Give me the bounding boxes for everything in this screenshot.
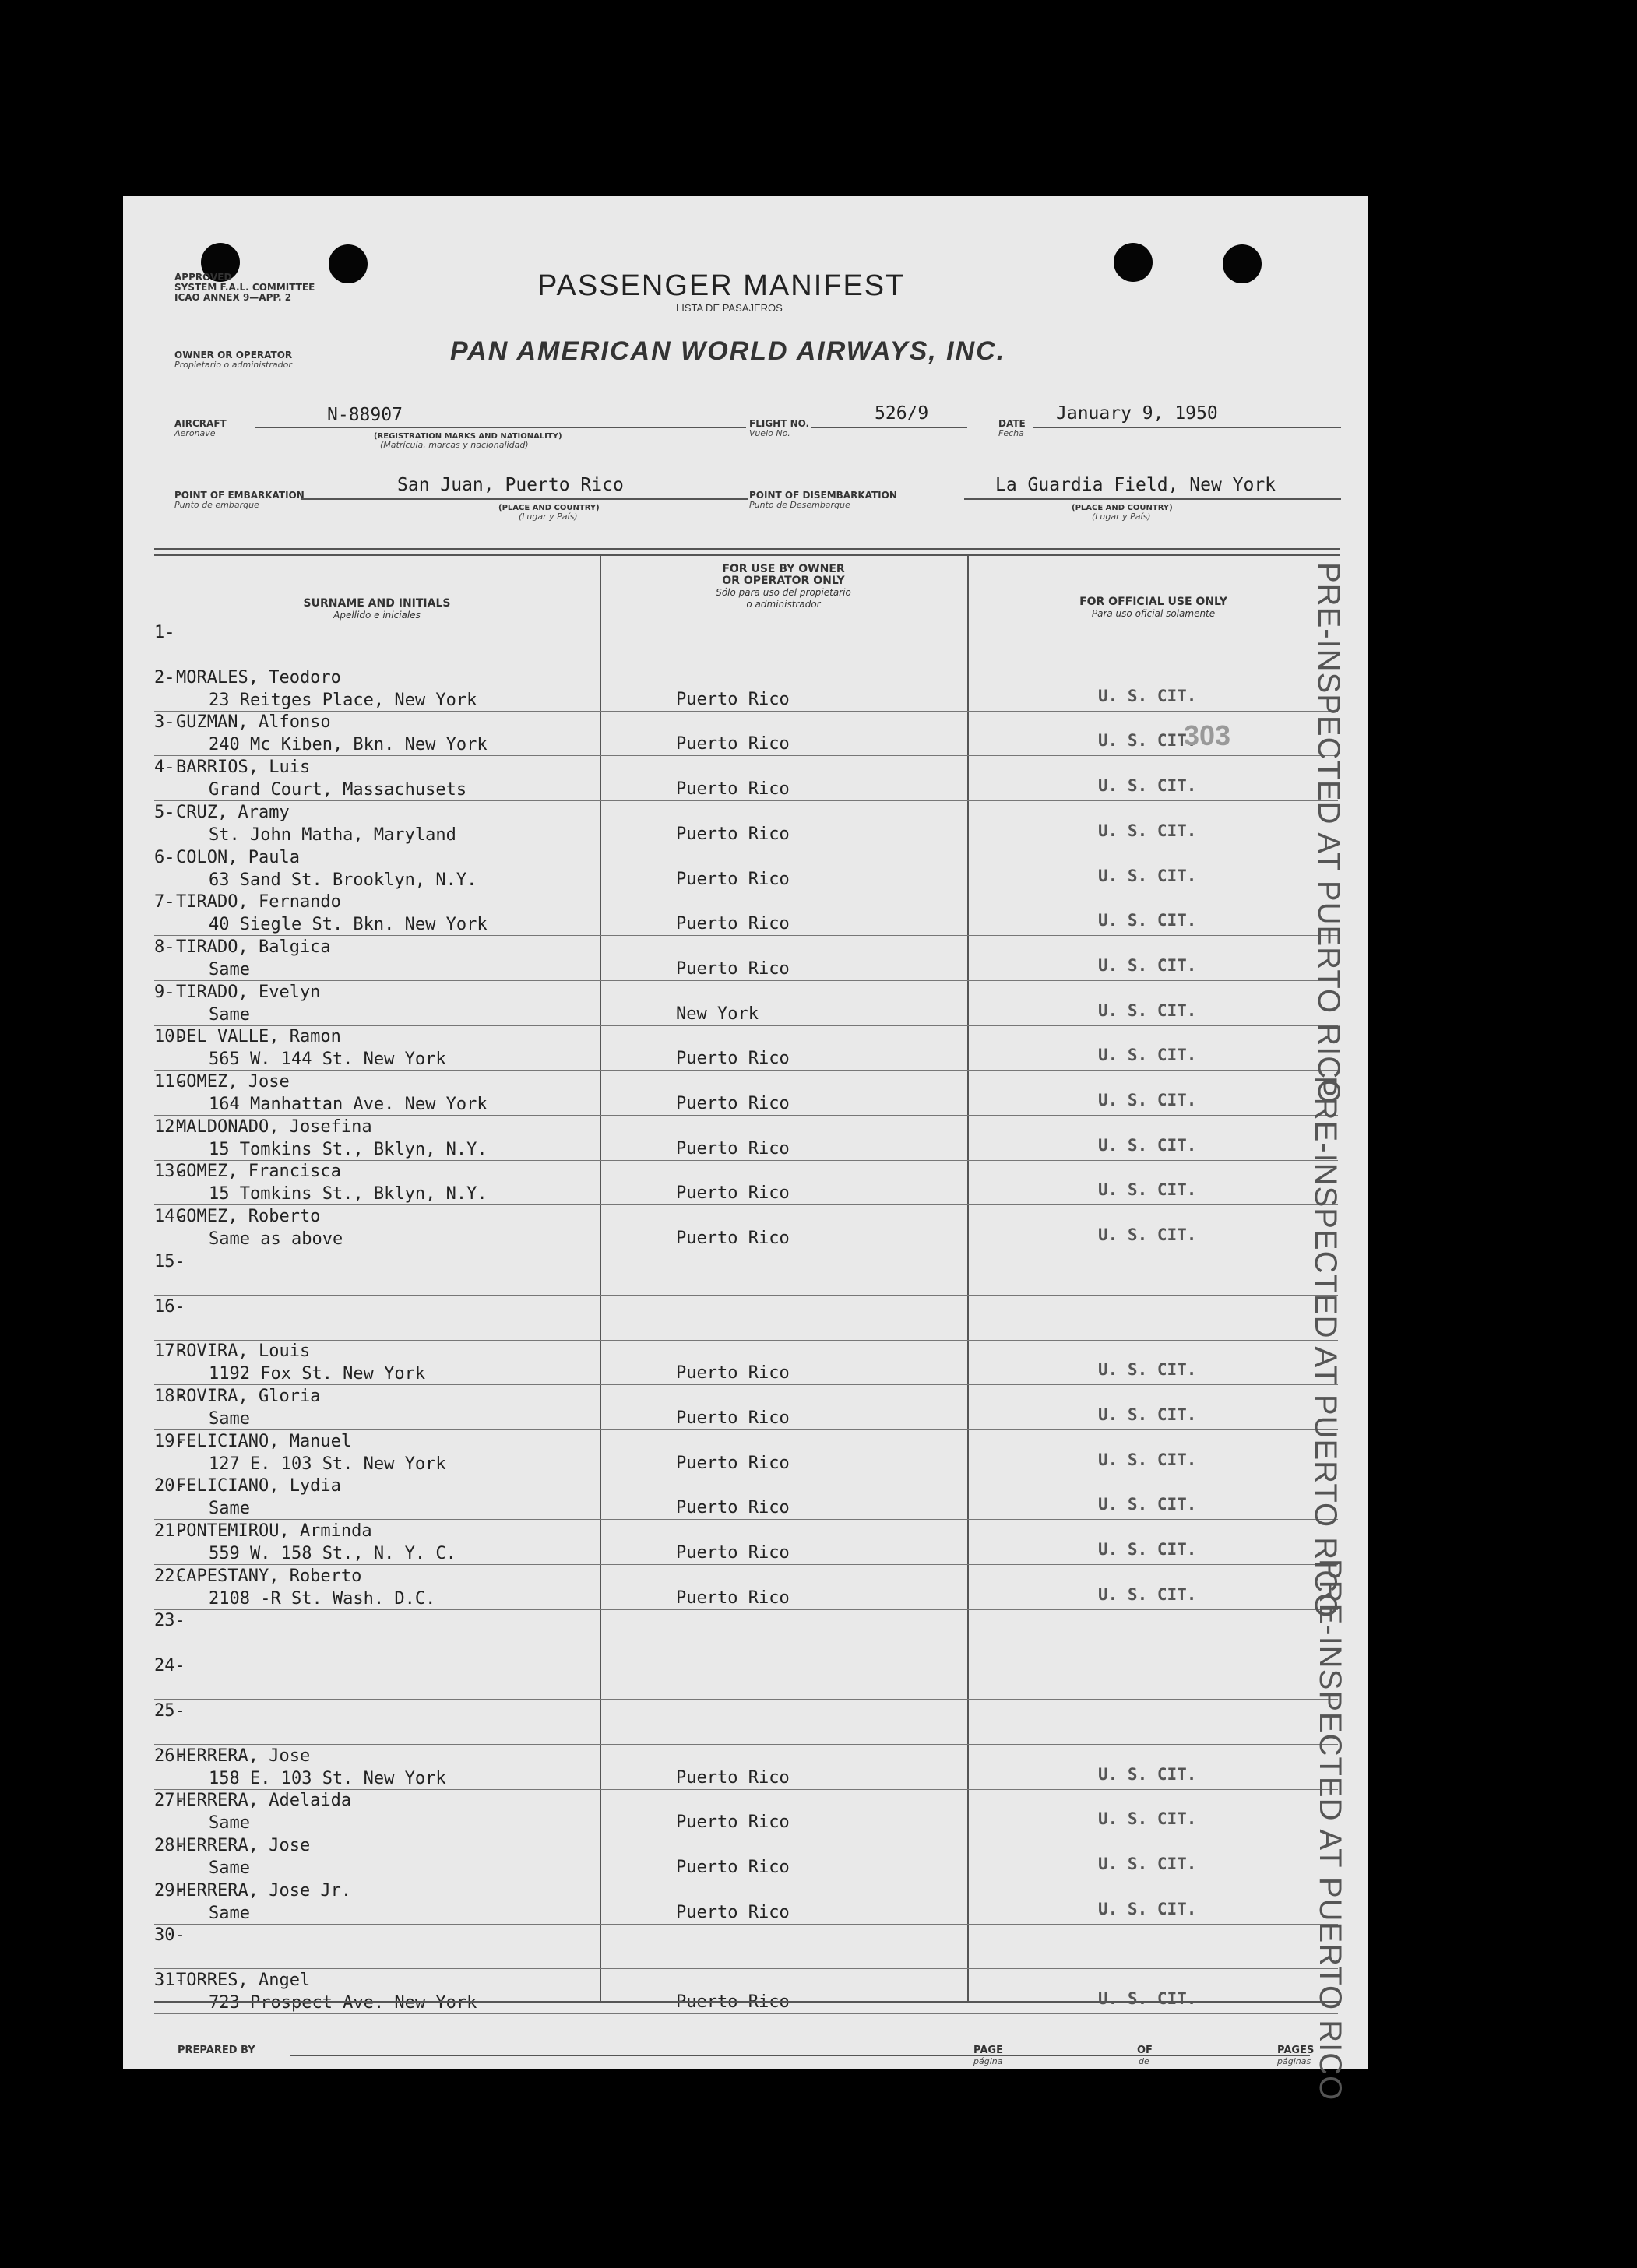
passenger-name: GOMEZ, Jose (176, 1072, 290, 1092)
owner-use-entry: Puerto Rico (676, 1857, 790, 1877)
owner-label: OWNER OR OPERATOR (174, 350, 293, 360)
passenger-name: HERRERA, Jose (176, 1835, 311, 1855)
row-number: 20- (154, 1476, 185, 1496)
date-label-es: Fecha (998, 428, 1024, 438)
flight-label-es: Vuelo No. (749, 428, 790, 438)
passenger-address: Same (209, 1903, 250, 1923)
official-use-entry: U. S. CIT. (1098, 1899, 1197, 1918)
table-row (154, 936, 1338, 981)
owner-use-entry: Puerto Rico (676, 869, 790, 889)
official-use-entry: U. S. CIT. (1098, 1854, 1197, 1873)
owner-use-entry: Puerto Rico (676, 734, 790, 754)
passenger-address: Same (209, 959, 250, 979)
owner-use-entry: Puerto Rico (676, 1453, 790, 1473)
table-row (154, 846, 1338, 891)
passenger-name: ROVIRA, Louis (176, 1341, 311, 1362)
table-row (154, 1205, 1338, 1250)
passenger-name: TORRES, Angel (176, 1971, 311, 1990)
owner-use-entry: Puerto Rico (676, 1498, 790, 1518)
flight-value: 526/9 (875, 403, 929, 424)
passenger-name: FELICIANO, Lydia (176, 1476, 341, 1496)
table-row (154, 1745, 1338, 1790)
row-number: 18- (154, 1386, 185, 1406)
owner-use-entry: Puerto Rico (676, 914, 790, 934)
passenger-address: 240 Mc Kiben, Bkn. New York (209, 735, 488, 755)
row-number: 29- (154, 1880, 185, 1901)
col-header-surname: SURNAME AND INITIALS Apellido e iniciales (303, 597, 451, 621)
passenger-name: CAPESTANY, Roberto (176, 1566, 362, 1586)
row-number: 8- (154, 937, 175, 957)
passenger-name: COLON, Paula (176, 847, 300, 867)
passenger-address: 1192 Fox St. New York (209, 1364, 426, 1384)
official-use-entry: U. S. CIT. (1098, 1495, 1197, 1514)
embark-label: POINT OF EMBARKATION (174, 490, 305, 501)
table-row (154, 1296, 1338, 1341)
owner-use-entry: Puerto Rico (676, 1902, 790, 1922)
passenger-name: FELICIANO, Manuel (176, 1431, 352, 1451)
table-row (154, 1385, 1338, 1430)
row-number: 6- (154, 847, 175, 867)
owner-use-entry: Puerto Rico (676, 779, 790, 800)
passenger-address: Same (209, 1499, 250, 1519)
owner-use-entry: Puerto Rico (676, 689, 790, 709)
row-number: 31- (154, 1971, 185, 1990)
row-number: 30- (154, 1925, 185, 1946)
date-value: January 9, 1950 (1056, 403, 1218, 424)
row-number: 27- (154, 1791, 185, 1811)
table-row (154, 1340, 1338, 1385)
preinspected-stamp: PRE-INSPECTED AT PUERTO RICO (1308, 1076, 1343, 1619)
document-title: PASSENGER MANIFEST (537, 269, 906, 302)
official-use-entry: U. S. CIT. (1098, 1584, 1197, 1604)
table-row (154, 621, 1338, 666)
of-label: OF (1137, 2045, 1153, 2056)
embark-label-es: Punto de embarque (174, 500, 259, 510)
official-use-entry: U. S. CIT. (1098, 866, 1197, 885)
passenger-name: ROVIRA, Gloria (176, 1386, 321, 1406)
passenger-address: Same (209, 1408, 250, 1429)
passenger-address: 40 Siegle St. Bkn. New York (209, 915, 488, 935)
passenger-name: HERRERA, Jose (176, 1746, 311, 1766)
owner-use-entry: Puerto Rico (676, 1229, 790, 1249)
official-use-entry: U. S. CIT. (1098, 1989, 1197, 2008)
passenger-address: 15 Tomkins St., Bklyn, N.Y. (209, 1139, 488, 1159)
preinspected-stamp: PRE-INSPECTED AT PUERTO RICO (1313, 1559, 1347, 2101)
table-row (154, 1160, 1338, 1205)
passenger-address: Same (209, 1004, 250, 1025)
owner-use-entry: Puerto Rico (676, 1049, 790, 1069)
owner-use-entry: Puerto Rico (676, 824, 790, 844)
owner-use-entry: Puerto Rico (676, 1408, 790, 1428)
table-row (154, 981, 1338, 1026)
row-number: 19- (154, 1431, 185, 1451)
row-number: 1- (154, 623, 175, 642)
passenger-name: GOMEZ, Francisca (176, 1162, 341, 1182)
passenger-name: GOMEZ, Roberto (176, 1207, 321, 1227)
owner-use-entry: Puerto Rico (676, 1767, 790, 1788)
table-row (154, 1969, 1338, 2014)
official-use-entry: U. S. CIT. (1098, 1405, 1197, 1424)
table-row (154, 1654, 1338, 1700)
official-use-entry: U. S. CIT. (1098, 731, 1197, 751)
aircraft-label: AIRCRAFT (174, 418, 227, 429)
owner-use-entry: Puerto Rico (676, 1813, 790, 1833)
table-row (154, 801, 1338, 846)
official-use-entry: U. S. CIT. (1098, 1000, 1197, 1020)
passenger-address: 63 Sand St. Brooklyn, N.Y. (209, 870, 477, 890)
table-row (154, 666, 1338, 712)
official-use-entry: U. S. CIT. (1098, 1360, 1197, 1380)
embark-place-note: (PLACE AND COUNTRY) (498, 504, 600, 512)
passenger-address: Grand Court, Massachusets (209, 780, 467, 800)
col-header-official: FOR OFFICIAL USE ONLY Para uso oficial solamente (1079, 596, 1227, 619)
table-row (154, 1116, 1338, 1161)
row-number: 15- (154, 1251, 185, 1271)
aircraft-value: N-88907 (327, 405, 403, 425)
disembark-value: La Guardia Field, New York (995, 475, 1276, 495)
row-number: 12- (154, 1116, 185, 1137)
passenger-address: 158 E. 103 St. New York (209, 1768, 446, 1788)
passenger-address: 723 Prospect Ave. New York (209, 1993, 477, 2013)
passenger-address: St. John Matha, Maryland (209, 825, 456, 845)
table-row (154, 1700, 1338, 1745)
punch-hole (1114, 243, 1153, 282)
approval-line: ICAO ANNEX 9—APP. 2 (174, 292, 292, 303)
official-use-entry: U. S. CIT. (1098, 1540, 1197, 1559)
page-label: PAGE (973, 2045, 1003, 2056)
row-number: 23- (154, 1611, 185, 1631)
row-number: 13- (154, 1162, 185, 1182)
passenger-name: TIRADO, Evelyn (176, 982, 321, 1002)
disembark-place-note-es: (Lugar y País) (1092, 512, 1151, 522)
owner-use-entry: Puerto Rico (676, 1363, 790, 1384)
col-header-owner-use: FOR USE BY OWNER OR OPERATOR ONLY Sólo para uso del propietario o administrador (716, 563, 851, 610)
flight-label: FLIGHT NO. (749, 418, 810, 429)
passenger-name: TIRADO, Balgica (176, 937, 331, 957)
row-number: 7- (154, 892, 175, 912)
owner-use-entry: Puerto Rico (676, 1992, 790, 2012)
official-use-entry: U. S. CIT. (1098, 1091, 1197, 1109)
owner-use-entry: Puerto Rico (676, 1183, 790, 1204)
row-number: 10- (154, 1027, 185, 1047)
row-number: 24- (154, 1656, 185, 1676)
passenger-address: 565 W. 144 St. New York (209, 1050, 446, 1070)
owner-use-entry: Puerto Rico (676, 1138, 790, 1159)
official-use-entry: U. S. CIT. (1098, 1764, 1197, 1784)
passenger-name: MALDONADO, Josefina (176, 1116, 372, 1137)
registration-note: (REGISTRATION MARKS AND NATIONALITY) (374, 432, 562, 441)
row-number: 16- (154, 1296, 185, 1317)
owner-use-entry: New York (676, 1004, 759, 1024)
row-number: 9- (154, 982, 175, 1002)
passenger-address: 127 E. 103 St. New York (209, 1454, 446, 1474)
passenger-address: Same (209, 1813, 250, 1834)
table-row (154, 756, 1338, 801)
punch-hole (329, 244, 368, 283)
table-row (154, 1250, 1338, 1296)
passenger-address: 23 Reitges Place, New York (209, 690, 477, 710)
prepared-by-label: PREPARED BY (178, 2045, 255, 2056)
passenger-name: DEL VALLE, Ramon (176, 1027, 341, 1047)
table-row (154, 891, 1338, 936)
passenger-name: HERRERA, Adelaida (176, 1791, 352, 1811)
passenger-name: PONTEMIROU, Arminda (176, 1521, 372, 1541)
passenger-address: 15 Tomkins St., Bklyn, N.Y. (209, 1184, 488, 1204)
disembark-label: POINT OF DISEMBARKATION (749, 490, 897, 501)
aircraft-label-es: Aeronave (174, 428, 216, 438)
row-number: 2- (154, 667, 175, 687)
table-row (154, 1071, 1338, 1116)
row-number: 25- (154, 1700, 185, 1721)
table-top-rule (154, 548, 1340, 550)
approval-line: APPROVED (174, 272, 232, 283)
date-label: DATE (998, 418, 1026, 429)
table-row (154, 1430, 1338, 1475)
official-use-entry: U. S. CIT. (1098, 1135, 1197, 1155)
preinspected-stamp: PRE-INSPECTED AT PUERTO RICO (1311, 562, 1346, 1105)
table-row (154, 1520, 1338, 1565)
pages-label: PAGES (1277, 2045, 1315, 2056)
embark-value: San Juan, Puerto Rico (397, 475, 624, 495)
official-use-entry: U. S. CIT. (1098, 1450, 1197, 1469)
owner-use-entry: Puerto Rico (676, 1588, 790, 1608)
passenger-address: Same as above (209, 1229, 343, 1250)
passenger-address: 2108 -R St. Wash. D.C. (209, 1588, 436, 1609)
passenger-name: GUZMAN, Alfonso (176, 712, 331, 733)
embark-place-note-es: (Lugar y País) (519, 512, 578, 522)
row-number: 22- (154, 1566, 185, 1586)
passenger-name: MORALES, Teodoro (176, 667, 341, 687)
table-row (154, 1789, 1338, 1834)
of-label-es: de (1139, 2056, 1149, 2066)
pages-label-es: páginas (1277, 2056, 1311, 2066)
official-use-entry: U. S. CIT. (1098, 821, 1197, 840)
table-row (154, 1565, 1338, 1610)
owner-use-entry: Puerto Rico (676, 1094, 790, 1113)
row-number: 5- (154, 802, 175, 822)
table-row (154, 1924, 1338, 1969)
owner-use-entry: Puerto Rico (676, 958, 790, 979)
passenger-name: TIRADO, Fernando (176, 892, 341, 912)
row-number: 17- (154, 1341, 185, 1362)
document-subtitle: LISTA DE PASAJEROS (676, 302, 783, 314)
official-use-entry: U. S. CIT. (1098, 1225, 1197, 1245)
official-use-entry: U. S. CIT. (1098, 1809, 1197, 1829)
passenger-name: BARRIOS, Luis (176, 758, 311, 778)
row-number: 14- (154, 1207, 185, 1227)
approval-line: SYSTEM F.A.L. COMMITTEE (174, 282, 315, 293)
table-row (154, 1834, 1338, 1879)
registration-note-es: (Matrícula, marcas y nacionalidad) (380, 440, 529, 450)
row-number: 26- (154, 1746, 185, 1766)
owner-label-es: Propietario o administrador (174, 360, 292, 370)
row-number: 4- (154, 758, 175, 778)
official-use-entry: U. S. CIT. (1098, 911, 1197, 930)
official-use-entry: U. S. CIT. (1098, 776, 1197, 796)
owner-use-entry: Puerto Rico (676, 1543, 790, 1563)
row-number: 28- (154, 1835, 185, 1855)
table-row (154, 1025, 1338, 1071)
passenger-address: 164 Manhattan Ave. New York (209, 1095, 488, 1114)
table-row (154, 1879, 1338, 1925)
table-row (154, 711, 1338, 756)
passenger-name: HERRERA, Jose Jr. (176, 1880, 352, 1901)
official-use-entry: U. S. CIT. (1098, 955, 1197, 975)
row-number: 21- (154, 1521, 185, 1541)
official-use-entry: U. S. CIT. (1098, 1180, 1197, 1200)
official-use-entry: U. S. CIT. (1098, 1046, 1197, 1065)
manifest-page (123, 196, 1368, 2101)
table-row (154, 1475, 1338, 1520)
row-number: 3- (154, 712, 175, 733)
disembark-label-es: Punto de Desembarque (749, 500, 850, 510)
passenger-name: CRUZ, Aramy (176, 802, 290, 822)
disembark-place-note: (PLACE AND COUNTRY) (1072, 504, 1173, 512)
airline-name: PAN AMERICAN WORLD AIRWAYS, INC. (450, 336, 1006, 366)
inspection-number-stamp: 303 (1184, 719, 1231, 751)
row-number: 11- (154, 1072, 185, 1092)
passenger-address: 559 W. 158 St., N. Y. C. (209, 1544, 456, 1563)
table-row (154, 1609, 1338, 1654)
official-use-entry: U. S. CIT. (1098, 686, 1197, 705)
punch-hole (1223, 244, 1262, 283)
passenger-address: Same (209, 1858, 250, 1878)
page-label-es: página (973, 2056, 1003, 2066)
